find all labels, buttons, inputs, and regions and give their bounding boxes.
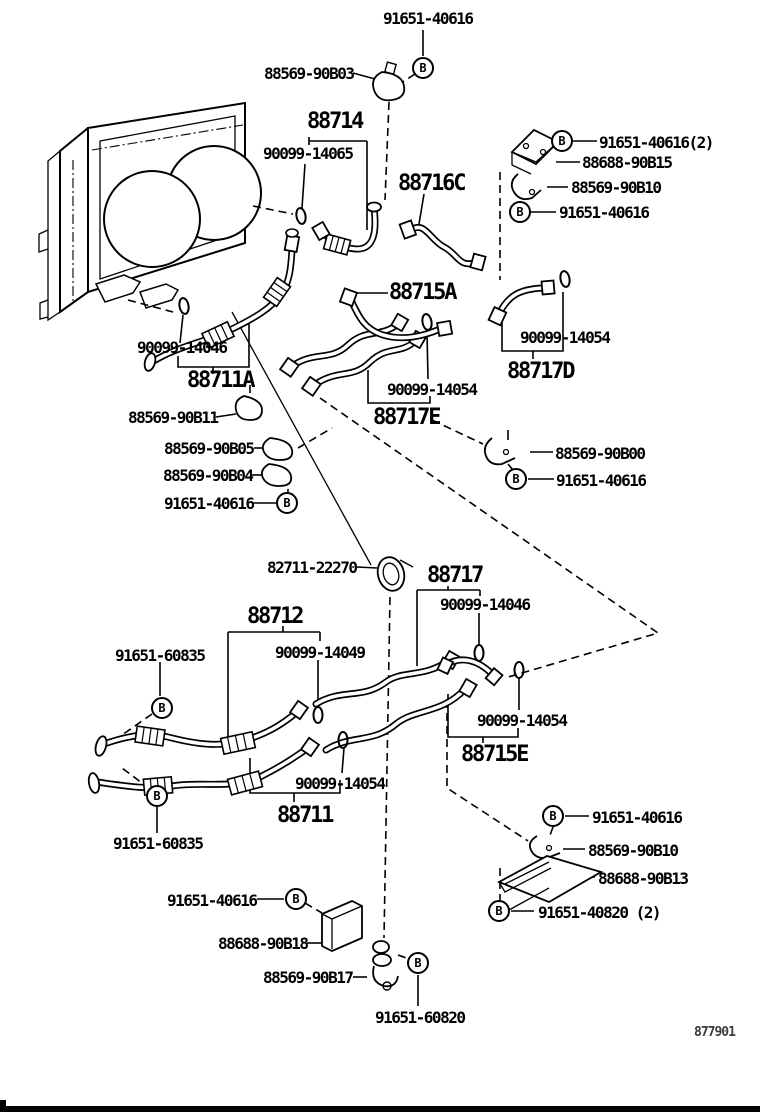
part-label-91651-40616: 91651-40616 [559,203,649,222]
bolt-symbol-B: B [146,785,168,807]
bolt-symbol-B: B [505,468,527,490]
bolt-symbol-B: B [407,952,429,974]
part-label-88714: 88714 [307,109,363,134]
part-label-91651-60835: 91651-60835 [113,834,203,853]
part-label-91651-40820-x2: 91651-40820 (2) [538,903,660,922]
part-label-90099-14054: 90099-14054 [520,328,610,347]
part-label-88569-90B03: 88569-90B03 [264,64,354,83]
part-label-91651-60835: 91651-60835 [115,646,205,665]
bolt-symbol-B: B [488,900,510,922]
part-label-88715E: 88715E [461,742,528,767]
bolt-symbol-B: B [285,888,307,910]
part-label-91651-40616: 91651-40616 [167,891,257,910]
part-label-88569-90B10: 88569-90B10 [571,178,661,197]
part-label-88688-90B13: 88688-90B13 [598,869,688,888]
bolt-symbol-B: B [151,697,173,719]
part-label-91651-40616: 91651-40616 [556,471,646,490]
part-label-91651-40616-x2: 91651-40616(2) [599,133,713,152]
pipe-88716c-drawing [400,220,486,270]
part-label-88711: 88711 [277,803,333,828]
part-label-88717E: 88717E [373,405,440,430]
part-label-91651-60820: 91651-60820 [375,1008,465,1027]
part-label-91651-40616: 91651-40616 [383,9,473,28]
part-label-91651-40616: 91651-40616 [592,808,682,827]
part-label-91651-40616: 91651-40616 [164,494,254,513]
part-label-90099-14065: 90099-14065 [263,144,353,163]
part-label-90099-14054: 90099-14054 [477,711,567,730]
figure-code: 877901 [694,1025,735,1040]
bolt-symbol-B: B [542,805,564,827]
hose-88712-drawing [94,701,308,757]
part-label-88711A: 88711A [187,368,254,393]
part-label-88569-90B11: 88569-90B11 [128,408,218,427]
pipe-88714-drawing [312,203,381,255]
part-label-88716C: 88716C [398,171,465,196]
part-label-88715A: 88715A [389,280,456,305]
part-label-88717D: 88717D [507,359,574,384]
page-edge-bar [0,1100,760,1112]
part-label-90099-14049: 90099-14049 [275,643,365,662]
clamp-and-bracket-drawings [236,62,601,990]
condenser-assembly-drawing [39,103,261,320]
part-label-88717: 88717 [427,563,483,588]
part-label-90099-14046: 90099-14046 [440,595,530,614]
part-label-88712: 88712 [247,604,303,629]
bolt-symbol-B: B [551,130,573,152]
part-label-88569-90B04: 88569-90B04 [163,466,253,485]
part-label-88688-90B15: 88688-90B15 [582,153,672,172]
part-label-88569-90B10: 88569-90B10 [588,841,678,860]
part-label-88569-90B17: 88569-90B17 [263,968,353,987]
bolt-symbol-B: B [509,201,531,223]
part-label-88569-90B05: 88569-90B05 [164,439,254,458]
part-label-90099-14054: 90099-14054 [387,380,477,399]
part-label-82711-22270: 82711-22270 [267,558,357,577]
part-label-90099-14054: 90099-14054 [295,774,385,793]
part-label-88688-90B18: 88688-90B18 [218,934,308,953]
pipe-88717d-drawing [489,280,555,325]
part-label-88569-90B00: 88569-90B00 [555,444,645,463]
bolt-symbol-B: B [276,492,298,514]
part-label-90099-14046: 90099-14046 [137,338,227,357]
bolt-symbol-B: B [412,57,434,79]
